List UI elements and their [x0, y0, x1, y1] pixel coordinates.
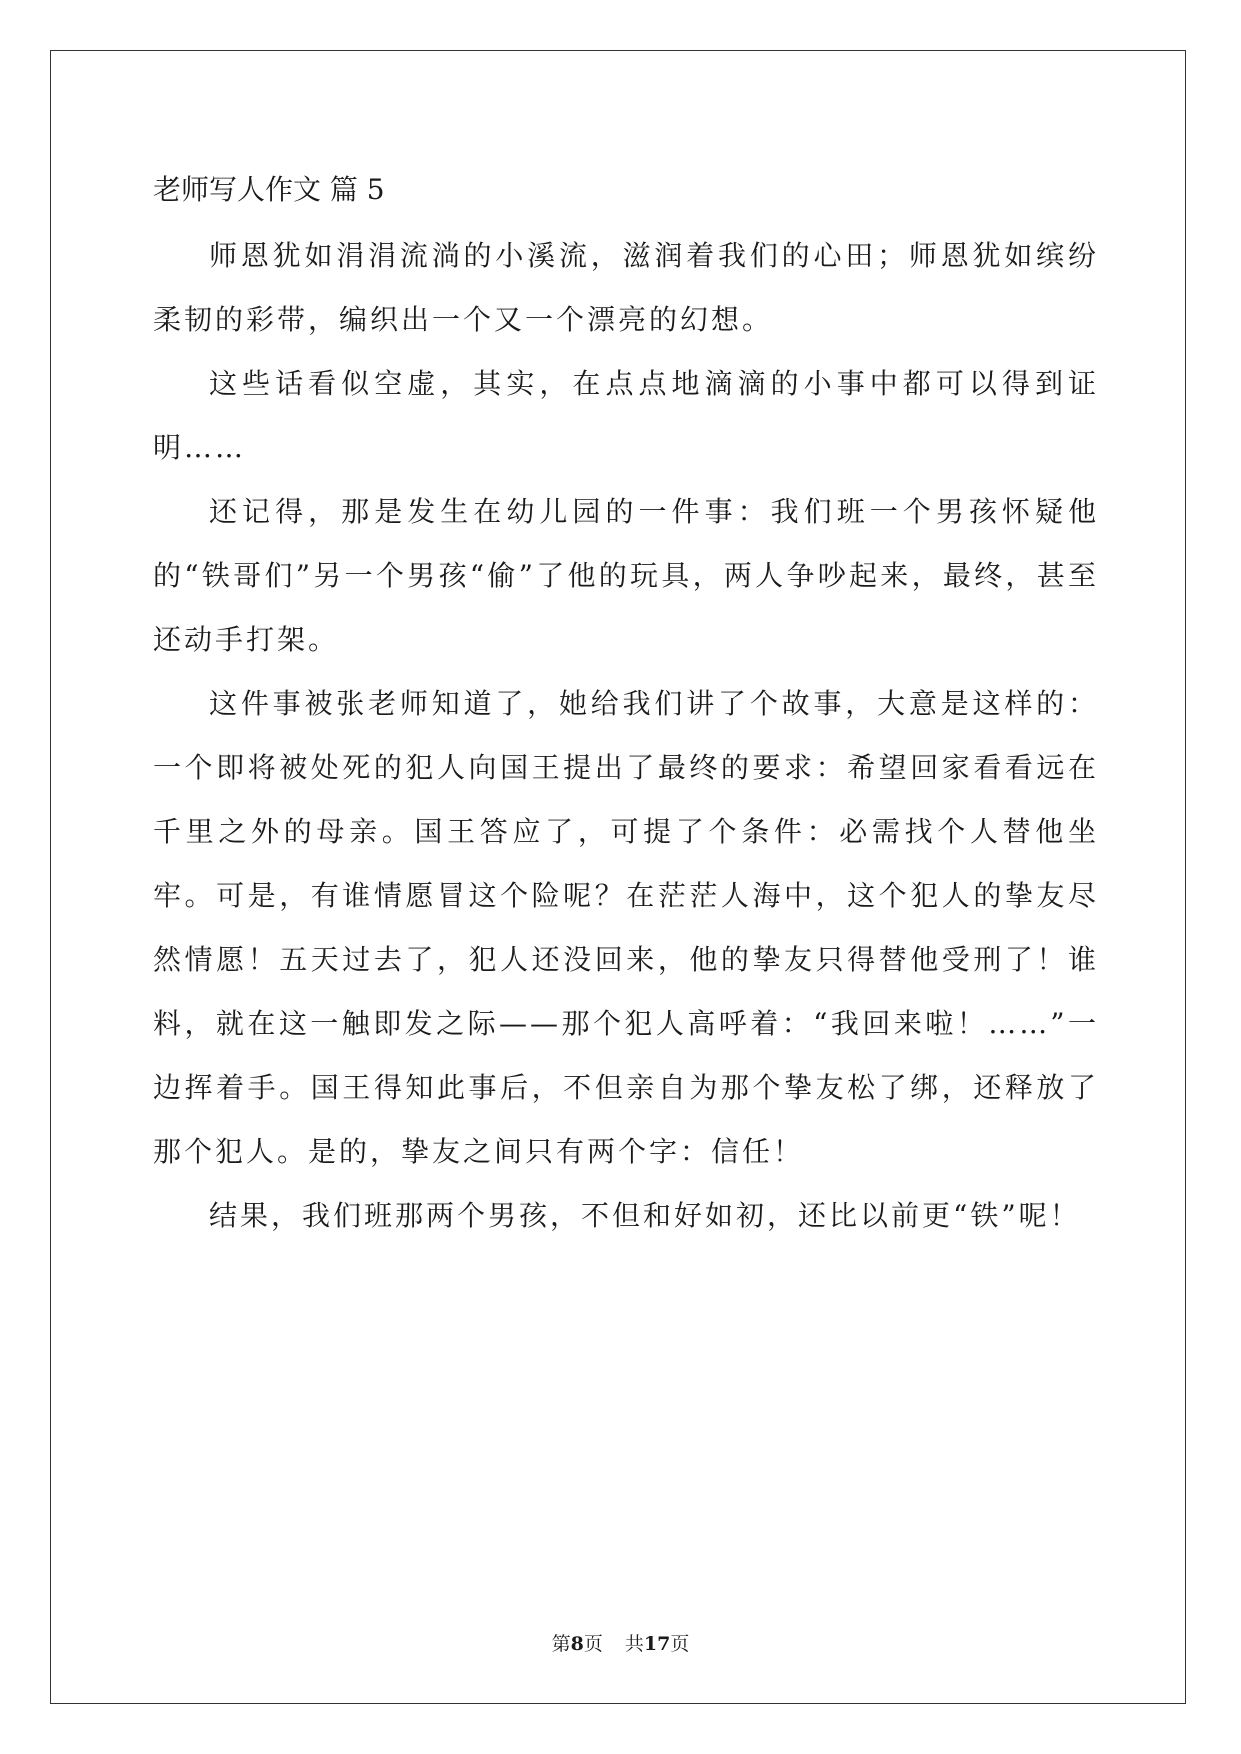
total-suffix: 页: [670, 1633, 690, 1655]
paragraph-2: 这些话看似空虚，其实，在点点地滴滴的小事中都可以得到证明……: [153, 367, 1099, 464]
total-pages: 17: [643, 1633, 671, 1655]
paragraph-4: 这件事被张老师知道了，她给我们讲了个故事，大意是这样的：一个即将被处死的犯人向国王提出了最终的要求：希望回家看看远在千里之外的母亲。国王答应了，可提了个条件：必需找个人替他坐牢。可是，有谁情愿冒这个险呢？在茫茫人海中，这个犯人的挚友尽然情愿！五天过去了，犯人还没回来，他的挚友只得替他受刑了！谁料，就在这一触即发之际——那个犯人高呼着：“我回来啦！……”一边挥着手。国王得知此事后，不但亲自为那个挚友松了绑，还释放了那个犯人。是的，挚友之间只有两个字：信任！: [153, 687, 1099, 1168]
page-prefix: 第: [551, 1633, 571, 1655]
page-number: 8: [570, 1633, 584, 1655]
paragraph-1: 师恩犹如涓涓流淌的小溪流，滋润着我们的心田；师恩犹如缤纷柔韧的彩带，编织出一个又一个漂亮的幻想。: [153, 239, 1099, 336]
page-footer: [0, 1632, 1241, 1656]
page-suffix: 页: [583, 1633, 603, 1655]
essay-title: 老师写人作文 篇 5: [153, 173, 385, 206]
paragraph-3: 还记得，那是发生在幼儿园的一件事：我们班一个男孩怀疑他的“铁哥们”另一个男孩“偷”了他的玩具，两人争吵起来，最终，甚至还动手打架。: [153, 495, 1099, 656]
document-body: [153, 158, 1099, 1248]
total-prefix: 共: [624, 1633, 644, 1655]
paragraph-5: 结果，我们班那两个男孩，不但和好如初，还比以前更“铁”呢！: [209, 1199, 1081, 1232]
